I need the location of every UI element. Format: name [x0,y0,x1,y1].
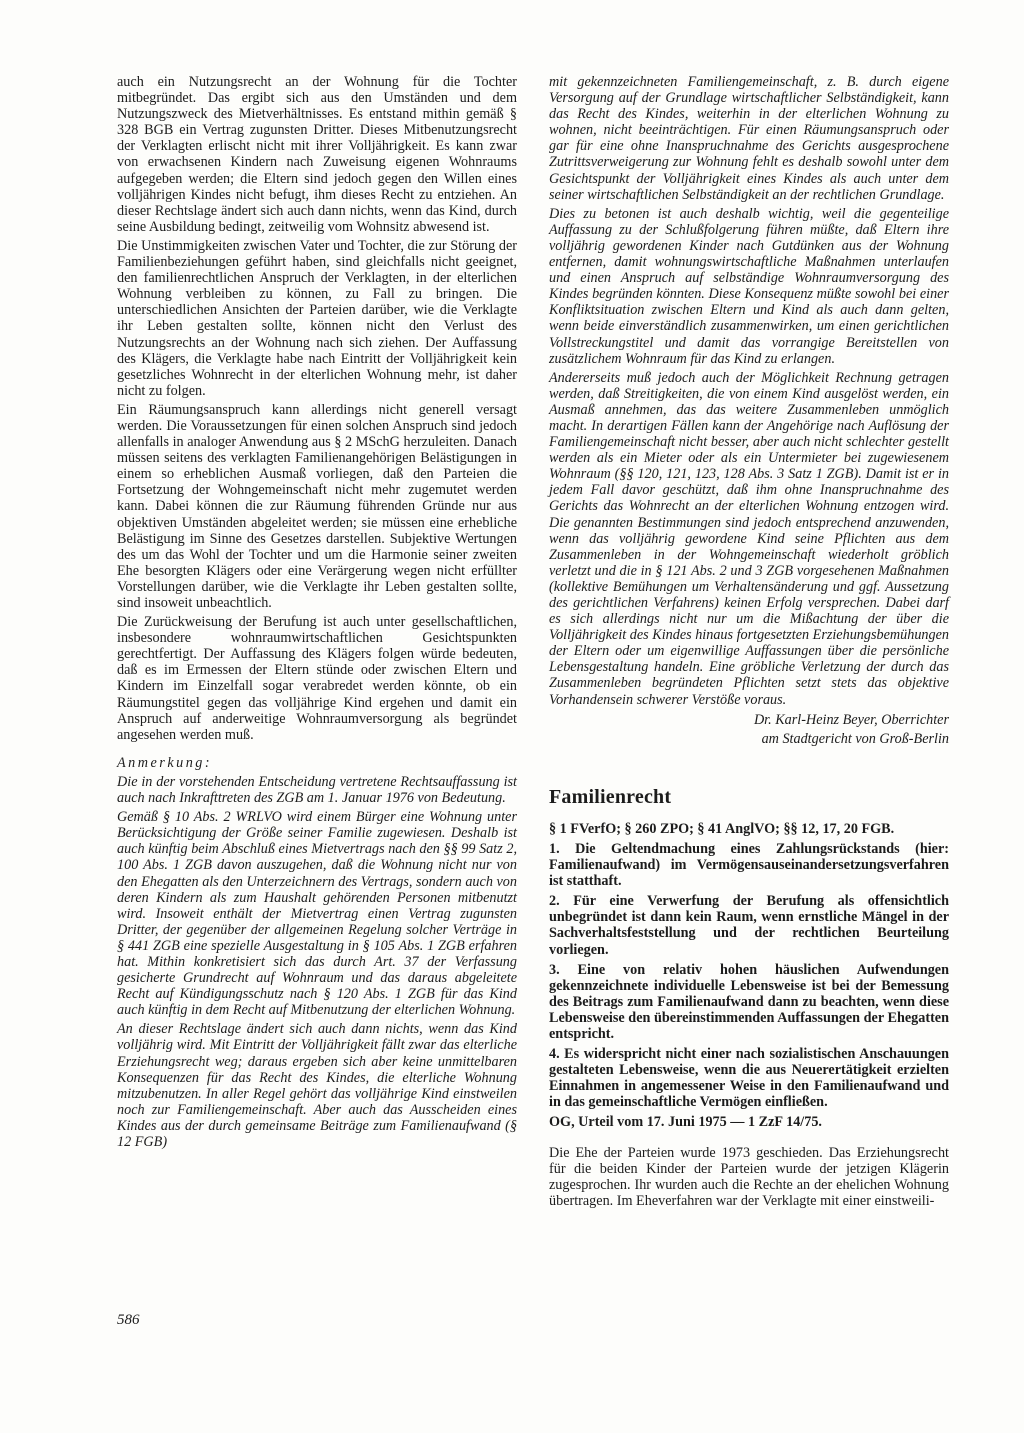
headnote: 1. Die Geltendmachung eines Zahlungsrückstands (hier: Familienaufwand) im Vermögensauseinandersetzungsverfahren ist statthaft. [549,840,949,890]
right-column [549,74,949,1212]
page-number: 586 [117,1312,140,1328]
note-paragraph: Dies zu betonen ist auch deshalb wichtig, weil die gegenteilige Auffassung zu der Schlußfolgerung führen müßte, daß Eltern ihre volljährig gewordenen Kinder nach Gutdünken aus der Wohnung entfernen, damit wohnungswirtschaftliche Maßnahmen unterlaufen und einen Anspruch auf selbständige Wohnraumversorgung des Kindes begründen könnten. Diese Konsequenz müßte sowohl bei einer Konfliktsituation zwischen Eltern und Kind als auch dann gelten, wenn beide einverständlich zusammenwirken, um einen gerichtlichen Vollstreckungstitel und damit das vorrangige Bereitstellen von zusätzlichem Wohnraum für das Kind zu erlangen. [549,205,949,367]
court-reference: OG, Urteil vom 17. Juni 1975 — 1 ZzF 14/75. [549,1114,822,1131]
note-heading: Anmerkung: [117,754,213,771]
body-paragraph: Die Ehe der Parteien wurde 1973 geschieden. Das Erziehungsrecht für die beiden Kinder der Parteien wurde der jetzigen Klägerin zugesprochen. Ihr wurden auch die Rechte an der ehelichen Wohnung übertragen. Im Eheverfahren war der Verklagte mit einer einstweili- [549,1144,949,1209]
headnotes-block [549,821,949,1131]
note-paragraph: mit gekennzeichneten Familiengemeinschaft, z. B. durch eigene Versorgung auf der Grundlage wirtschaftlicher Selbständigkeit, kann das Recht des Kindes, weiterhin in der elterlichen Wohnung zu wohnen, nicht beeinträchtigen. Für einen Räumungsanspruch oder gar für eine ohne Inanspruchnahme des Gerichts ausgesprochene Zutrittsverweigerung zur Wohnung fehlt es deshalb sowohl unter dem Gesichtspunkt der Volljährigkeit eines Kindes als auch unter dem seiner wirtschaftlichen Selbständigkeit an der rechtlichen Grundlage. [549,74,949,203]
note-paragraph: Die in der vorstehenden Entscheidung vertretene Rechtsauffassung ist auch nach Inkrafttreten des ZGB am 1. Januar 1976 von Bedeutung. [117,773,517,807]
body-paragraph: Die Unstimmigkeiten zwischen Vater und Tochter, die zur Störung der Familienbeziehungen geführt haben, sind gleichfalls nicht geeignet, den familienrechtlichen Anspruch der Verklagten, in der elterlichen Wohnung verbleiben zu können, zu Fall zu bringen. Die unterschiedlichen Ansichten der Parteien darüber, wie die Verklagte ihr Leben gestalten sollte, können nicht den Verlust des Nutzungsrechts an der Wohnung nach sich ziehen. Der Auffassung des Klägers, die Verklagte habe nach Eintritt der Volljährigkeit kein gesetzliches Wohnrecht in der elterlichen Wohnung mehr, ist daher nicht zu folgen. [117,237,517,399]
legal-norms: § 1 FVerfO; § 260 ZPO; § 41 AnglVO; §§ 12, 17, 20 FGB. [549,820,895,837]
signature-court: am Stadtgericht von Groß-Berlin [761,730,949,747]
left-column [117,74,517,1153]
body-paragraph: Die Zurückweisung der Berufung ist auch unter gesellschaftlichen, insbesondere wohnraumwirtschaftlichen Gesichtspunkten gerechtfertigt. Der Auffassung des Klägers folgen würde bedeuten, daß es im Ermessen der Eltern stünde oder zwischen Eltern und Kindern im Einzelfall sogar verabredet werden könnte, ob ein Räumungstitel gegen das volljährige Kind ergehen und damit ein Anspruch auf anderweitige Wohnraumversorgung als begründet angesehen werden muß. [117,614,517,743]
note-paragraph: Gemäß § 10 Abs. 2 WRLVO wird einem Bürger eine Wohnung unter Berücksichtigung der Größe seiner Familie zugewiesen. Deshalb ist auch künftig beim Abschluß eines Mietvertrags nach den §§ 99 Satz 2, 100 Abs. 1 ZGB davon auszugehen, daß die Wohnung nicht nur von den Ehegatten als den Unterzeichnern des Vertrags, sondern auch von deren Kindern als zum Haushalt gehörenden Personen mitbenutzt wird. Insoweit enthält der Mietvertrag einen Vertrag zugunsten Dritter, der gegenüber der allgemeinen Regelung solcher Verträge in § 441 ZGB eine spezielle Ausgestaltung in § 105 Abs. 1 ZGB erfahren hat. Mithin konkretisiert sich das durch Art. 37 der Verfassung gesicherte Grundrecht auf Wohnraum und das daraus abgeleitete Recht auf Kündigungsschutz nach § 120 Abs. 1 ZGB für das Kind auch künftig in dem Recht auf Mitbenutzung der elterlichen Wohnung. [117,809,517,1019]
section-heading: Familienrecht [549,785,672,808]
note-paragraph: Andererseits muß jedoch auch der Möglichkeit Rechnung getragen werden, daß Streitigkeiten, die von einem Kind ausgelöst werden, ein Ausmaß annehmen, das das weitere Zusammenleben unmöglich macht. In derartigen Fällen kann der Angehörige nach Auflösung der Familiengemeinschaft nicht besser, aber auch nicht schlechter gestellt werden als ein Mieter oder als ein Untermieter bei zugewiesenem Wohnraum (§§ 120, 121, 123, 128 Abs. 3 Satz 1 ZGB). Damit ist er in jedem Fall davor geschützt, daß ihm ohne Inanspruchnahme des Gerichts das Wohnrecht an der elterlichen Wohnung entzogen wird. Die genannten Bestimmungen sind jedoch entsprechend anzuwenden, wenn das volljährig gewordene Kind seine Pflichten aus dem Zusammenleben in der Wohngemeinschaft wiederholt gröblich verletzt und die in § 121 Abs. 2 und 3 ZGB vorgesehenen Maßnahmen (kollektive Bemühungen um Verhaltensänderung und ggf. Aussetzung des gerichtlichen Verfahrens) keinen Erfolg versprechen. Dabei darf es sich allerdings nicht nur um die Mißachtung der über die Volljährigkeit des Kindes hinaus fortgesetzten Erziehungsbemühungen der Eltern oder um eigenwillige Auffassungen über die persönliche Lebensgestaltung handeln. Eine gröbliche Verletzung der durch das Zusammenleben begründeten Pflichten setzt stets das objektive Vorhandensein schwerer Verstöße voraus. [549,369,949,708]
headnote: 4. Es widerspricht nicht einer nach sozialistischen Anschauungen gestalteten Lebensweise, wenn die aus Neuerertätigkeit erzielten Einnahmen in angemessener Weise in den Familienaufwand und in das gemeinschaftliche Vermögen einfließen. [549,1046,949,1111]
signature-name: Dr. Karl-Heinz Beyer, Oberrichter [753,711,949,728]
headnote: 3. Eine von relativ hohen häuslichen Aufwendungen gekennzeichnete individuelle Lebensweise ist bei der Bemessung des Beitrags zum Familienaufwand dann zu beachten, wenn diese Lebensweise den übereinstimmenden Auffassungen der Ehegatten entspricht. [549,961,949,1042]
note-paragraph: An dieser Rechtslage ändert sich auch dann nichts, wenn das Kind volljährig wird. Mit Eintritt der Volljährigkeit fällt zwar das elterliche Erziehungsrecht weg; daraus ergeben sich aber keine unmittelbaren Konsequenzen für das Recht des Kindes, die elterliche Wohnung mitzubenutzen. In aller Regel gehört das volljährige Kind einstweilen noch zur Familiengemeinschaft. Aber auch das Ausscheiden eines Kindes aus der durch gemeinsame Beiträge zum Familienaufwand (§ 12 FGB) [117,1021,517,1150]
headnote: 2. Für eine Verwerfung der Berufung als offensichtlich unbegründet ist dann kein Raum, wenn ernstliche Mängel in der Sachverhaltsfeststellung und der rechtlichen Beurteilung vorliegen. [549,893,949,958]
body-paragraph: auch ein Nutzungsrecht an der Wohnung für die Tochter mitbegründet. Das ergibt sich aus den Umständen und dem Nutzungszweck des Mietverhältnisses. Es entstand mithin gemäß § 328 BGB ein Vertrag zugunsten Dritter. Dieses Mitbenutzungsrecht der Verklagten erlischt nicht mit ihrer Volljährigkeit. Es kann zwar von erwachsenen Kindern nach Zuweisung eigenen Wohnraums aufgegeben werden; die Eltern sind jedoch gegen den Willen eines volljährigen Kindes nicht befugt, ihm dieses Recht zu entziehen. An dieser Rechtslage ändert sich auch dann nichts, wenn das Kind, durch seine Ausbildung bedingt, zeitweilig vom Wohnsitz abwesend ist. [117,74,517,235]
body-paragraph: Ein Räumungsanspruch kann allerdings nicht generell versagt werden. Die Voraussetzungen für einen solchen Anspruch sind jedoch allenfalls in analoger Anwendung aus § 2 MSchG herzuleiten. Danach müssen seitens des verklagten Familienangehörigen Belästigungen in einem so erheblichen Ausmaß vorliegen, daß den Parteien die Fortsetzung der Wohngemeinschaft nicht mehr zugemutet werden kann. Dabei können die zur Räumung führenden Gründe nur aus objektiven Umständen abgeleitet werden; sie müssen eine erhebliche Belästigung im Sinne des Gesetzes darstellen. Subjektive Wertungen des um das Wohl der Tochter und um die Harmonie seiner zweiten Ehe besorgten Klägers oder eine Verärgerung wegen nicht erfüllter Vorstellungen darüber, wie die Verklagte ihr Leben gestalten sollte, sind insoweit unbeachtlich. [117,401,517,611]
